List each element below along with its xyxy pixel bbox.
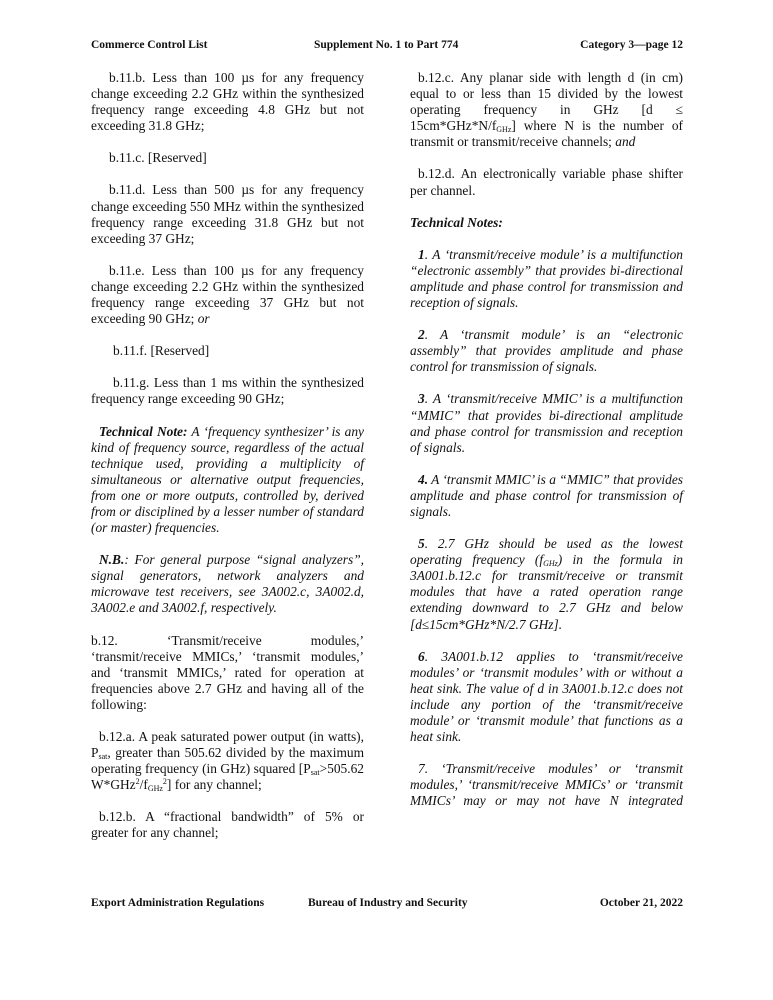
technical-note-label: Technical Note:	[99, 423, 188, 439]
footer-center: Bureau of Industry and Security	[308, 897, 468, 909]
technical-note-1: 1. A ‘transmit/receive module’ is a multifunction “electronic assembly” that provides bi-directional amplitude and phase control for transmission and reception of signals.	[410, 246, 683, 311]
technical-notes-heading: Technical Notes:	[410, 214, 503, 230]
header-right: Category 3—page 12	[580, 39, 683, 51]
paragraph-b12b: b.12.b. A “fractional bandwidth” of 5% or greater for any channel;	[91, 809, 364, 841]
technical-note-3: 3. A ‘transmit/receive MMIC’ is a multifunction “MMIC” that provides bi-directional amplitude and phase control for transmission and reception of signals.	[410, 391, 683, 455]
paragraph-b12: b.12. ‘Transmit/receive modules,’ ‘transmit/receive MMICs,’ ‘transmit modules,’ and ‘transmit MMICs,’ rated for operation at frequencies above 2.7 GHz and having all of the following:	[91, 632, 364, 712]
paragraph-b11f: b.11.f. [Reserved]	[113, 343, 210, 359]
technical-note-5: 5. 2.7 GHz should be used as the lowest operating frequency $(f_{GHz})$ in the formula in 3A001.b.12.c for transmit/receive or transmit modules that have a rated operation range extending downward to 2.7 GHz and below [d≤15cm*GHz*N/2.7 GHz].	[410, 536, 683, 632]
nb-label: N.B.	[99, 552, 125, 568]
header-left: Commerce Control List	[91, 39, 208, 51]
paragraph-b12d: b.12.d. An electronically variable phase shifter per channel.	[410, 166, 683, 198]
technical-note-4: 4. A ‘transmit MMIC’ is a “MMIC” that provides amplitude and phase control for transmission of signals.	[410, 471, 683, 519]
technical-note-6: 6. 3A001.b.12 applies to ‘transmit/receive modules’ or ‘transmit modules’ with or without a heat sink. The value of d in 3A001.b.12.c does not include any portion of the ‘transmit/receive module’ or ‘transmit module’ that functions as a heat sink.	[410, 648, 683, 745]
footer-left: Export Administration Regulations	[91, 897, 265, 909]
left-column	[91, 70, 364, 858]
paragraph-b11c: b.11.c. [Reserved]	[109, 150, 207, 166]
technical-note-2: 2. A ‘transmit module’ is an “electronic assembly” that provides amplitude and phase control for transmission of signals.	[410, 327, 683, 375]
paragraph-b11b: b.11.b. Less than 100 µs for any frequency change exceeding 2.2 GHz within the synthesized frequency range exceeding 4.8 GHz but not exceeding 31.8 GHz;	[91, 70, 364, 134]
paragraph-b12a: b.12.a. A peak saturated power output (in watts), $P_{sat}$, greater than 505.62 divided by the maximum operating frequency (in GHz) squared [$P_{sat}>505.62$ $W*GHz^2/f_{GHz}^2$] for any channel;	[91, 729, 364, 794]
paragraph-b11g: b.11.g. Less than 1 ms within the synthesized frequency range exceeding 90 GHz;	[91, 375, 364, 407]
paragraph-b12c: b.12.c. Any planar side with length d (in cm) equal to or less than 15 divided by the lowest operating frequency in GHz $[d \le 15cm*GHz*N/f_{GHz}]$ where N is the number of transmit or transmit/receive channels; and	[410, 70, 683, 150]
paragraph-b11d: b.11.d. Less than 500 µs for any frequency change exceeding 550 MHz within the synthesized frequency range exceeding 31.8 GHz but not exceeding 37 GHz;	[91, 182, 364, 246]
paragraph-b11e: b.11.e. Less than 100 µs for any frequency change exceeding 2.2 GHz within the synthesized frequency range exceeding 37 GHz but not exceeding 90 GHz; or	[91, 262, 364, 327]
footer-right: October 21, 2022	[599, 897, 683, 909]
technical-note-7: 7. ‘Transmit/receive modules’ or ‘transmit modules,’ ‘transmit/receive MMICs’ or ‘transmit MMICs’ may or may not have N integrated	[410, 761, 683, 809]
technical-note: Technical Note: A ‘frequency synthesizer’ is any kind of frequency source, regardless of the actual technique used, providing a multiplicity of simultaneous or alternative output frequencies, from one or more outputs, controlled by, derived from or disciplined by a lesser number of standard (or master) frequencies.	[91, 423, 365, 536]
header-center: Supplement No. 1 to Part 774	[314, 39, 459, 51]
right-column	[410, 70, 683, 825]
nb-note: N.B.: For general purpose “signal analyzers”, signal generators, network analyzers and microwave test receivers, see 3A002.c, 3A002.d, 3A002.e and 3A002.f, respectively.	[91, 552, 364, 616]
